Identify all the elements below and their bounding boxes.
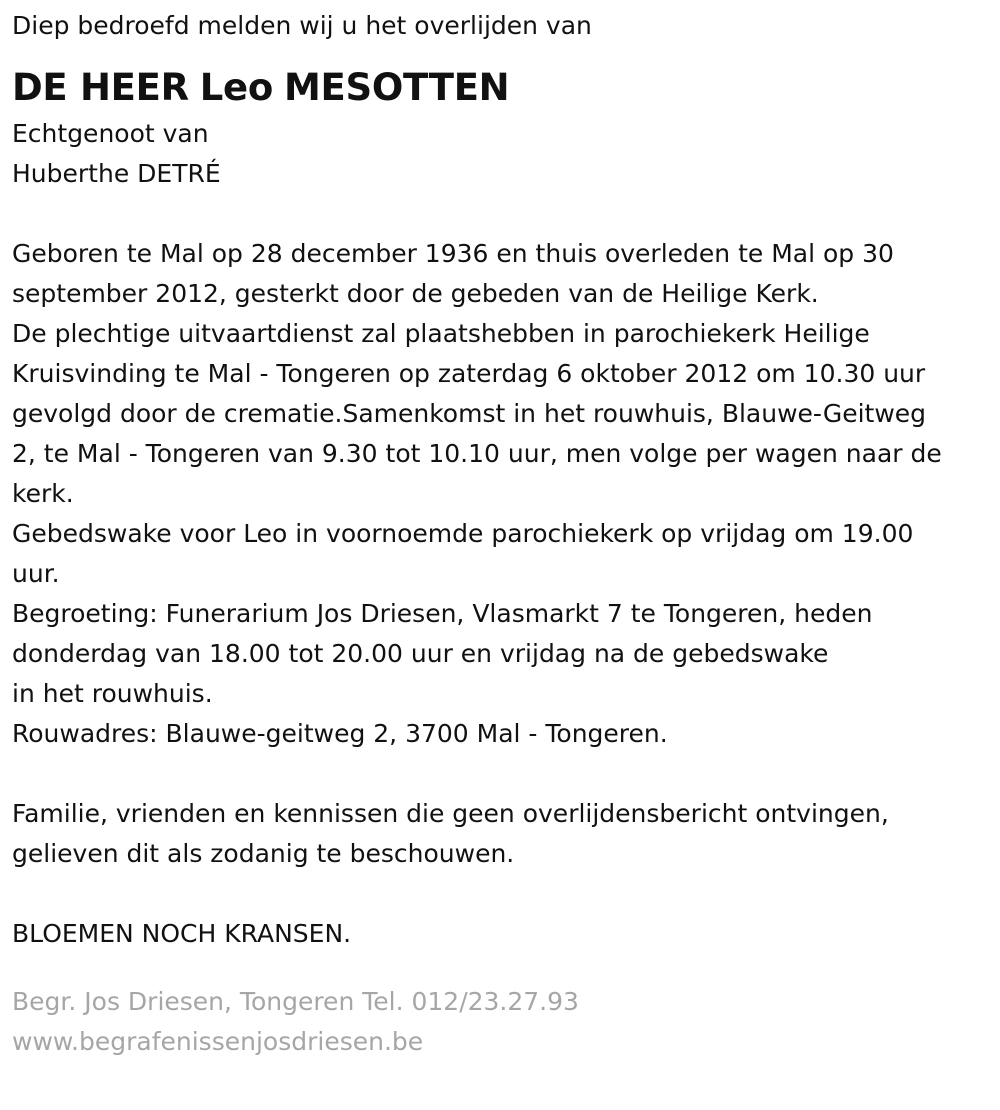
flowers-note: BLOEMEN NOCH KRANSEN. xyxy=(12,919,352,948)
intro-text: Diep bedroefd melden wij u het overlijden van xyxy=(12,11,592,40)
funeral-home-website: www.begrafenissenjosdriesen.be xyxy=(12,1027,424,1056)
details-line: september 2012, gesterkt door de gebeden van de Heilige Kerk. xyxy=(12,279,819,308)
deceased-name xyxy=(12,66,988,110)
notice-line: gelieven dit als zodanig te beschouwen. xyxy=(12,839,515,868)
details-line: donderdag van 18.00 tot 20.00 uur en vrijdag na de gebedswake xyxy=(12,639,829,668)
details-block xyxy=(12,234,988,754)
deceased-title: DE HEER xyxy=(12,66,189,109)
spacer xyxy=(12,754,988,794)
spouse-relation: Echtgenoot van xyxy=(12,119,209,148)
details-line: 2, te Mal - Tongeren van 9.30 tot 10.10 uur, men volge per wagen naar de xyxy=(12,439,942,468)
notice-block xyxy=(12,794,988,874)
funeral-home-contact: Begr. Jos Driesen, Tongeren Tel. 012/23.27.93 xyxy=(12,987,579,1016)
details-line: Rouwadres: Blauwe-geitweg 2, 3700 Mal - Tongeren. xyxy=(12,719,668,748)
deceased-first-name: Leo xyxy=(199,66,273,109)
spacer xyxy=(12,194,988,234)
details-line: Kruisvinding te Mal - Tongeren op zaterdag 6 oktober 2012 om 10.30 uur xyxy=(12,359,926,388)
details-line: kerk. xyxy=(12,479,74,508)
footer xyxy=(12,982,988,1062)
details-line: Geboren te Mal op 28 december 1936 en thuis overleden te Mal op 30 xyxy=(12,239,894,268)
details-line: Begroeting: Funerarium Jos Driesen, Vlasmarkt 7 te Tongeren, heden xyxy=(12,599,873,628)
spacer xyxy=(12,874,988,914)
spouse-name: Huberthe DETRÉ xyxy=(12,159,221,188)
deceased-last-name: MESOTTEN xyxy=(283,66,510,109)
details-line: in het rouwhuis. xyxy=(12,679,213,708)
notice-line: Familie, vrienden en kennissen die geen overlijdensbericht ontvingen, xyxy=(12,799,889,828)
details-line: Gebedswake voor Leo in voornoemde parochiekerk op vrijdag om 19.00 xyxy=(12,519,914,548)
details-line: gevolgd door de crematie.Samenkomst in het rouwhuis, Blauwe-Geitweg xyxy=(12,399,927,428)
details-line: uur. xyxy=(12,559,60,588)
details-line: De plechtige uitvaartdienst zal plaatshebben in parochiekerk Heilige xyxy=(12,319,870,348)
